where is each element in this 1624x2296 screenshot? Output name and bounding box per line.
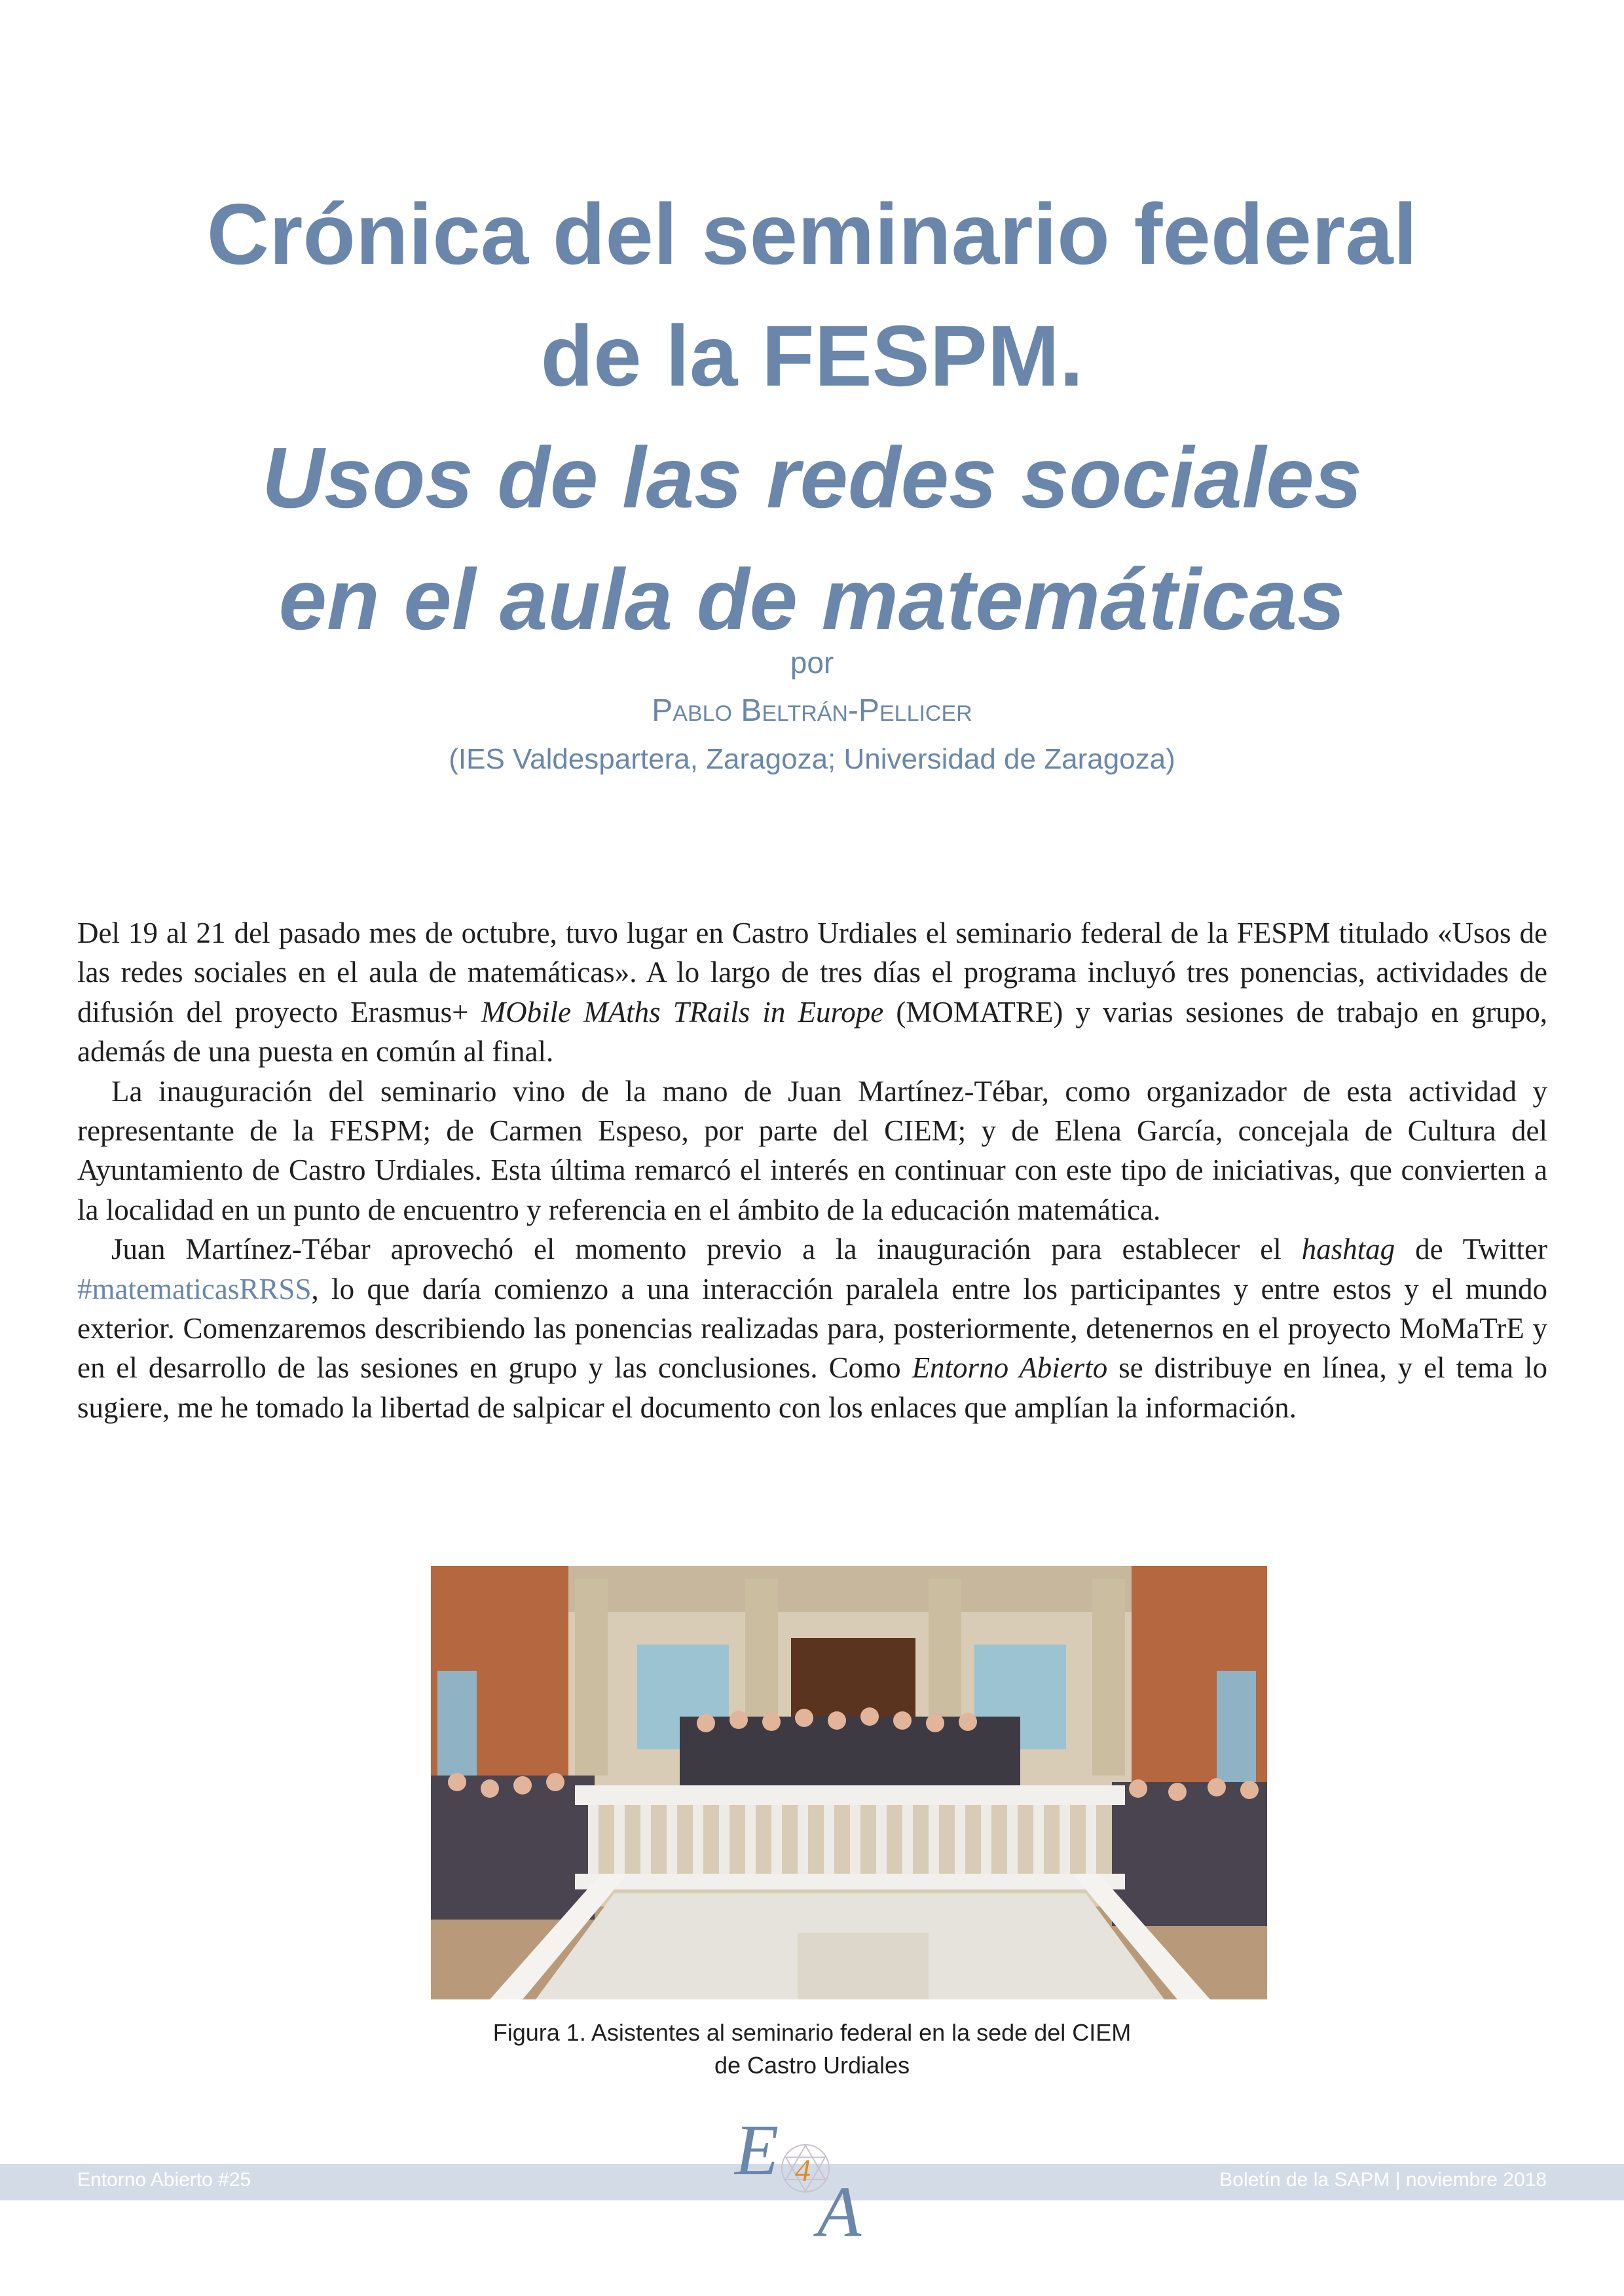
paragraph-3-text-b: de Twitter [1395, 1233, 1547, 1266]
bulletin-name-emphasis: Entorno Abierto [912, 1351, 1108, 1385]
paragraph-1 [77, 913, 1547, 1072]
article-body [77, 913, 1547, 1427]
footer-bulletin-date: Boletín de la SAPM | noviembre 2018 [1219, 2169, 1547, 2191]
caption-line-1: Figura 1. Asistentes al seminario federal en la sede del CIEM [492, 2019, 1132, 2046]
entorno-abierto-logo [727, 2111, 884, 2242]
paragraph-3-text-a: Juan Martínez-Tébar aprovechó el momento previo a la inauguración para establecer el [111, 1233, 1302, 1266]
title-line-1: Crónica del seminario federal [206, 186, 1418, 282]
project-name-emphasis: MObile MAths TRails in Europe [481, 995, 884, 1029]
logo-letter-e: E [735, 2111, 779, 2190]
paragraph-3-text-c: , lo que daría comienzo a una interacción paralela entre los participantes y entre estos y el mundo exterior. Comenzaremos describiendo las ponencias realizadas para, posteriormente, detenernos en el proyecto MoMaTrE y en el desarrollo de las sesiones en grupo y las conclusiones. Como [77, 1272, 1547, 1385]
group-photo [431, 1566, 1267, 1999]
paragraph-1-text-b: (MOMATRE) y varias sesiones de trabajo en grupo, además de una puesta en común al final. [77, 995, 1548, 1068]
paragraph-1-text-a: Del 19 al 21 del pasado mes de octubre, tuvo lugar en Castro Urdiales el seminario federal de la FESPM titulado «Usos de las redes sociales en el aula de matemáticas». A lo largo de tres días el programa incluyó tres ponencias, actividades de difusión del proyecto Erasmus+ [77, 917, 1547, 1029]
paragraph-2: La inauguración del seminario vino de la mano de Juan Martínez-Tébar, como organizador de esta actividad y representante de la FESPM; de Carmen Espeso, por parte del CIEM; y de Elena García, concejala de Cultura del Ayuntamiento de Castro Urdiales. Esta última remarcó el interés en continuar con este tipo de iniciativas, que convierten a la localidad en un punto de encuentro y referencia en el ámbito de la educación matemática. [77, 1074, 1547, 1226]
figure-caption [0, 2016, 1624, 2082]
paragraph-3 [77, 1230, 1547, 1427]
hashtag-emphasis: hashtag [1301, 1233, 1395, 1266]
subtitle-line-2: en el aula de matemáticas [278, 551, 1346, 647]
title-line-2: de la FESPM. [540, 308, 1084, 404]
article-title [0, 173, 1624, 661]
byline-por: por [790, 646, 834, 680]
logo-digit-4: 4 [795, 2153, 811, 2188]
hashtag-link[interactable]: #matematicasRRSS [77, 1272, 312, 1305]
author-name: Pablo Beltrán-Pellicer [652, 693, 972, 728]
logo-letter-a: A [817, 2172, 862, 2242]
footer-issue: Entorno Abierto #25 [77, 2169, 251, 2191]
caption-line-2: de Castro Urdiales [714, 2052, 910, 2079]
paragraph-3-text-d: se distribuye en línea, y el tema lo sugiere, me he tomado la libertad de salpicar el documento con los enlaces que amplían la información. [77, 1351, 1547, 1424]
subtitle-line-1: Usos de las redes sociales [261, 429, 1363, 526]
author-affiliation: (IES Valdespartera, Zaragoza; Universidad de Zaragoza) [449, 743, 1175, 775]
group-photo-illustration [431, 1566, 1267, 1999]
